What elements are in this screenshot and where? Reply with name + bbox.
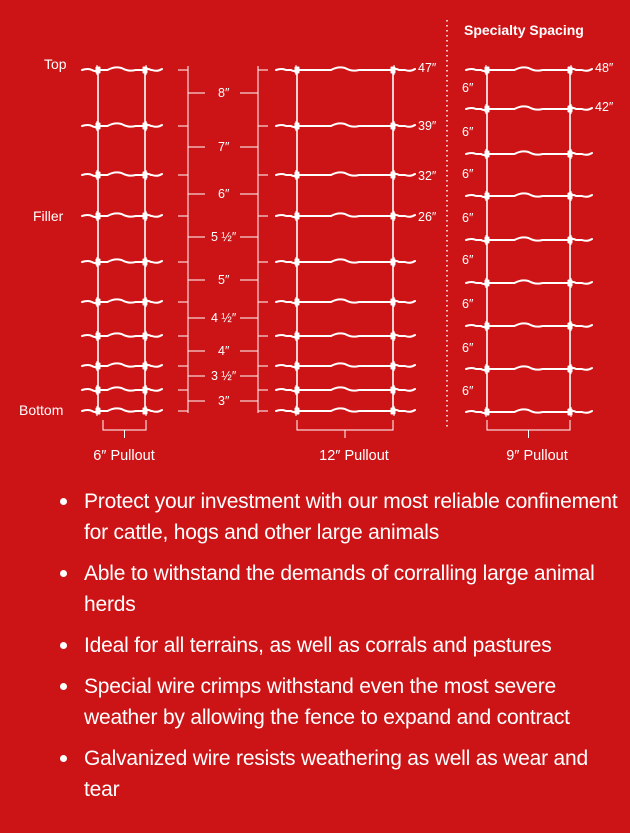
specialty-spacing-title: Specialty Spacing <box>464 22 584 38</box>
pullout-label-6in: 6″ Pullout <box>93 448 155 464</box>
height-label: 48″ <box>595 61 614 75</box>
wire-knot <box>96 299 101 306</box>
wire-knot <box>143 67 148 74</box>
line-wire <box>82 213 162 217</box>
bullet-dot-icon <box>60 755 67 762</box>
wire-knot <box>485 237 490 244</box>
specialty-spacing-label: 6″ <box>462 125 474 139</box>
wire-knot <box>295 123 300 130</box>
wire-knot <box>96 408 101 415</box>
wire-knot <box>485 366 490 373</box>
height-labels-12in <box>418 61 437 224</box>
height-label: 42″ <box>595 100 614 114</box>
wire-knot <box>143 213 148 220</box>
wire-knot <box>568 409 573 416</box>
line-wire <box>82 299 162 303</box>
line-wire <box>82 67 162 71</box>
row-label-bottom: Bottom <box>19 402 64 418</box>
wire-knot <box>391 123 396 130</box>
height-label: 32″ <box>418 169 437 183</box>
wire-knot <box>391 333 396 340</box>
wire-knot <box>143 259 148 266</box>
wire-knot <box>391 213 396 220</box>
wire-knot <box>143 123 148 130</box>
spacing-label: 5″ <box>218 273 230 287</box>
wire-knot <box>143 333 148 340</box>
specialty-spacing-label: 6″ <box>462 384 474 398</box>
wire-knot <box>391 408 396 415</box>
height-label: 39″ <box>418 119 437 133</box>
specialty-spacing-label: 6″ <box>462 253 474 267</box>
wire-knot <box>568 237 573 244</box>
spacing-label: 5 ½″ <box>211 230 237 244</box>
spacing-label: 3″ <box>218 394 230 408</box>
wire-knot <box>485 409 490 416</box>
wire-knot <box>485 323 490 330</box>
wire-knot <box>143 299 148 306</box>
line-wire <box>82 172 162 176</box>
wire-knot <box>295 259 300 266</box>
line-wire <box>82 387 162 391</box>
wire-knot <box>391 387 396 394</box>
bullet-dot-icon <box>60 683 67 690</box>
wire-knot <box>391 67 396 74</box>
line-wire <box>82 363 162 367</box>
spacing-labels <box>211 86 237 408</box>
specialty-spacing-label: 6″ <box>462 81 474 95</box>
wire-knot <box>391 299 396 306</box>
spacing-label: 6″ <box>218 187 230 201</box>
row-label-top: Top <box>44 56 67 72</box>
wire-knot <box>96 123 101 130</box>
wire-knot <box>295 408 300 415</box>
wire-knot <box>485 67 490 74</box>
wire-knot <box>568 106 573 113</box>
feature-text: Galvanized wire resists weathering as well as wear and tear <box>84 747 588 801</box>
wire-knot <box>96 363 101 370</box>
spacing-label: 7″ <box>218 140 230 154</box>
feature-list <box>58 486 618 815</box>
wire-knot <box>96 67 101 74</box>
wire-knot <box>295 299 300 306</box>
fence-panel-9in-pullout <box>466 65 592 417</box>
line-wire <box>82 123 162 127</box>
wire-knot <box>391 363 396 370</box>
wire-knot <box>96 259 101 266</box>
wire-knot <box>295 67 300 74</box>
wire-knot <box>143 172 148 179</box>
wire-knot <box>96 172 101 179</box>
feature-item <box>58 743 618 805</box>
pullout-label-9in: 9″ Pullout <box>506 448 568 464</box>
spacing-label: 8″ <box>218 86 230 100</box>
wire-knot <box>295 213 300 220</box>
spacing-label: 4″ <box>218 344 230 358</box>
feature-text: Special wire crimps withstand even the most severe weather by allowing the fence to expand and contract <box>84 675 570 729</box>
height-labels-9in <box>595 61 614 114</box>
wire-knot <box>143 408 148 415</box>
feature-item <box>58 630 618 661</box>
fence-panel-6in-pullout <box>82 65 162 416</box>
wire-knot <box>568 151 573 158</box>
specialty-spacing-label: 6″ <box>462 341 474 355</box>
wire-knot <box>568 323 573 330</box>
wire-knot <box>295 172 300 179</box>
wire-knot <box>391 172 396 179</box>
wire-knot <box>568 366 573 373</box>
row-label-filler: Filler <box>33 208 64 224</box>
wire-knot <box>295 387 300 394</box>
wire-knot <box>485 193 490 200</box>
feature-text: Able to withstand the demands of corralling large animal herds <box>84 562 595 616</box>
pullout-brackets <box>103 420 570 438</box>
pullout-label-12in: 12″ Pullout <box>319 448 389 464</box>
wire-knot <box>485 280 490 287</box>
feature-item <box>58 558 618 620</box>
bullet-dot-icon <box>60 642 67 649</box>
wire-knot <box>143 387 148 394</box>
wire-knot <box>96 387 101 394</box>
line-wire <box>82 259 162 263</box>
wire-knot <box>568 280 573 287</box>
wire-knot <box>295 333 300 340</box>
feature-item <box>58 486 618 548</box>
bullet-dot-icon <box>60 570 67 577</box>
wire-knot <box>568 67 573 74</box>
spacing-label: 4 ½″ <box>211 311 237 325</box>
feature-text: Ideal for all terrains, as well as corrals and pastures <box>84 634 552 657</box>
height-label: 47″ <box>418 61 437 75</box>
fence-panel-12in-pullout <box>276 65 415 416</box>
wire-knot <box>485 106 490 113</box>
wire-knot <box>96 213 101 220</box>
specialty-spacing-label: 6″ <box>462 297 474 311</box>
feature-item <box>58 671 618 733</box>
specialty-spacing-label: 6″ <box>462 211 474 225</box>
wire-knot <box>143 363 148 370</box>
wire-knot <box>568 193 573 200</box>
wire-knot <box>96 333 101 340</box>
line-wire <box>82 333 162 337</box>
feature-text: Protect your investment with our most reliable confinement for cattle, hogs and other large animals <box>84 490 618 544</box>
wire-knot <box>485 151 490 158</box>
bullet-dot-icon <box>60 498 67 505</box>
line-wire <box>82 408 162 412</box>
specialty-spacing-label: 6″ <box>462 167 474 181</box>
wire-knot <box>391 259 396 266</box>
height-label: 26″ <box>418 210 437 224</box>
wire-knot <box>295 363 300 370</box>
spacing-label: 3 ½″ <box>211 369 237 383</box>
